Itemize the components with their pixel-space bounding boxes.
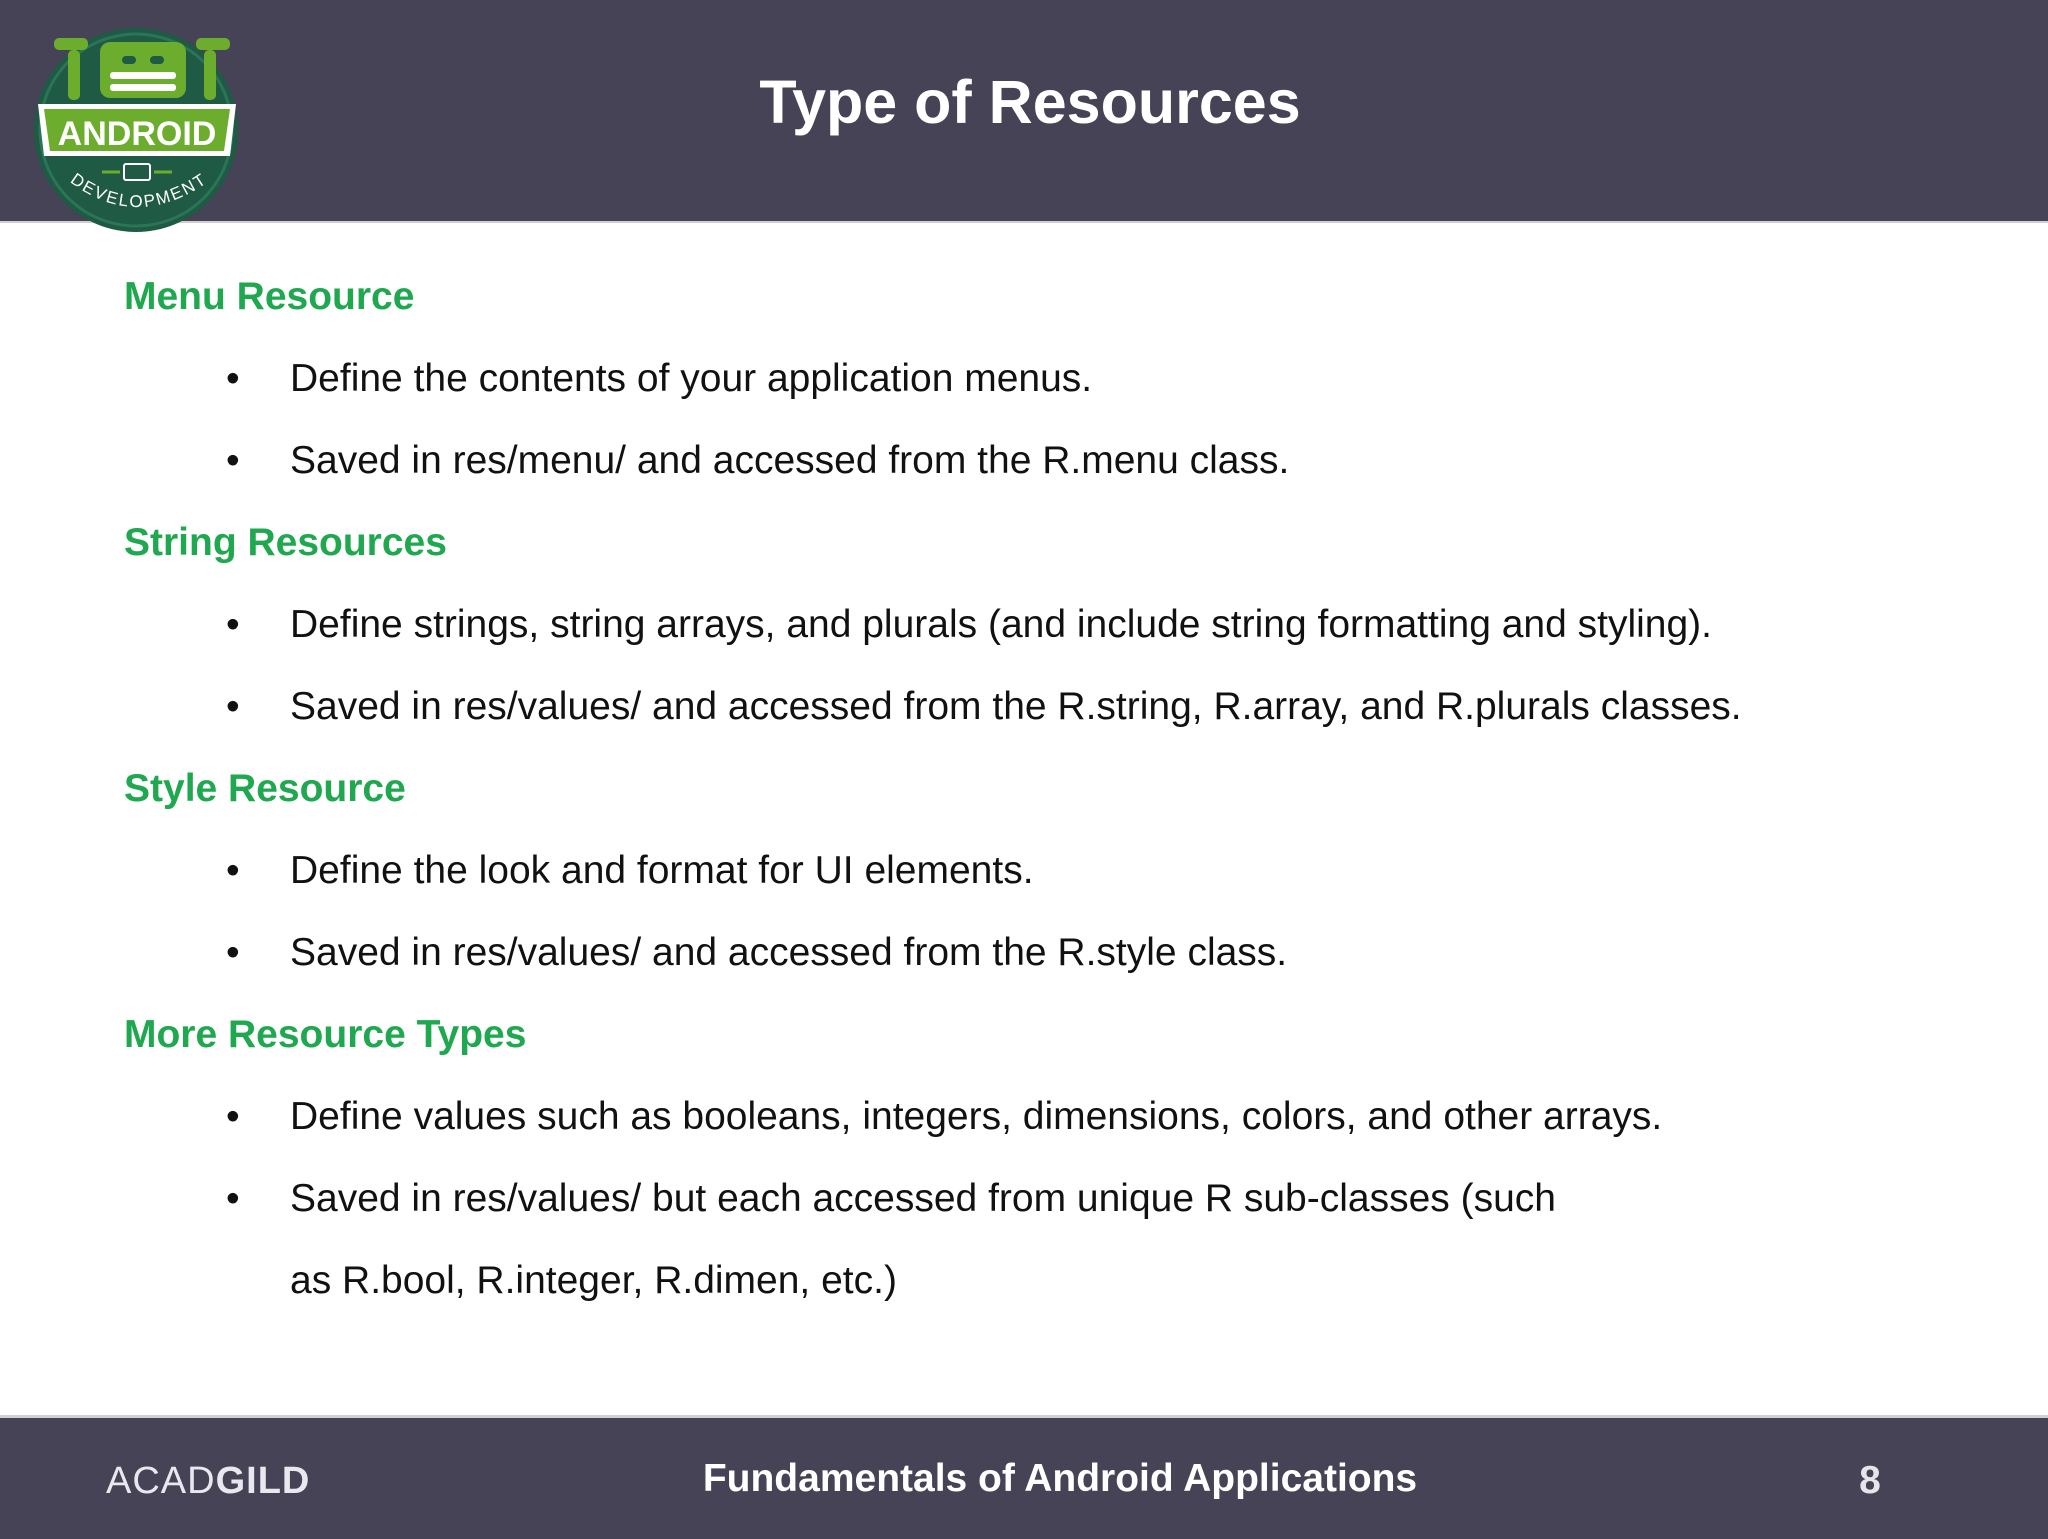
logo-development-text: DEVELOPMENT [67, 169, 211, 212]
bullet-text-continuation: as R.bool, R.integer, R.dimen, etc.) [290, 1259, 897, 1302]
footer-title: Fundamentals of Android Applications [702, 1457, 1418, 1500]
bullet-dot-icon: • [226, 931, 240, 974]
bullet-dot-icon: • [226, 1177, 240, 1220]
brand-bold: GILD [215, 1460, 311, 1502]
bullet-text: Saved in res/values/ and accessed from the R.style class. [290, 931, 1288, 974]
section-heading: Menu Resource [124, 275, 415, 318]
bullet-dot-icon: • [226, 685, 240, 728]
bullet-text: Saved in res/values/ and accessed from the R.string, R.array, and R.plurals classes. [290, 685, 1742, 728]
logo-android-text: ANDROID [57, 115, 217, 153]
bullet-text: Define values such as booleans, integers, dimensions, colors, and other arrays. [290, 1095, 1663, 1138]
bullet-text: Define strings, string arrays, and plurals (and include string formatting and styling). [290, 603, 1712, 646]
bullet-dot-icon: • [226, 603, 240, 646]
section-heading: More Resource Types [124, 1013, 527, 1056]
brand-light: ACAD [106, 1460, 216, 1502]
slide-title: Type of Resources [759, 68, 1301, 136]
slide-footer [0, 1415, 2048, 1539]
bullet-dot-icon: • [226, 849, 240, 892]
bullet-text: Define the look and format for UI elements. [290, 849, 1034, 892]
bullet-text: Saved in res/values/ but each accessed from unique R sub-classes (such [290, 1177, 1556, 1220]
bullet-dot-icon: • [226, 1095, 240, 1138]
bullet-text: Saved in res/menu/ and accessed from the R.menu class. [290, 439, 1290, 482]
section-heading: Style Resource [124, 767, 406, 810]
section-heading: String Resources [124, 521, 447, 564]
bullet-dot-icon: • [226, 439, 240, 482]
page-number: 8 [1859, 1459, 1881, 1502]
slide-header [0, 0, 2048, 223]
bullet-text: Define the contents of your application menus. [290, 357, 1093, 400]
bullet-dot-icon: • [226, 357, 240, 400]
